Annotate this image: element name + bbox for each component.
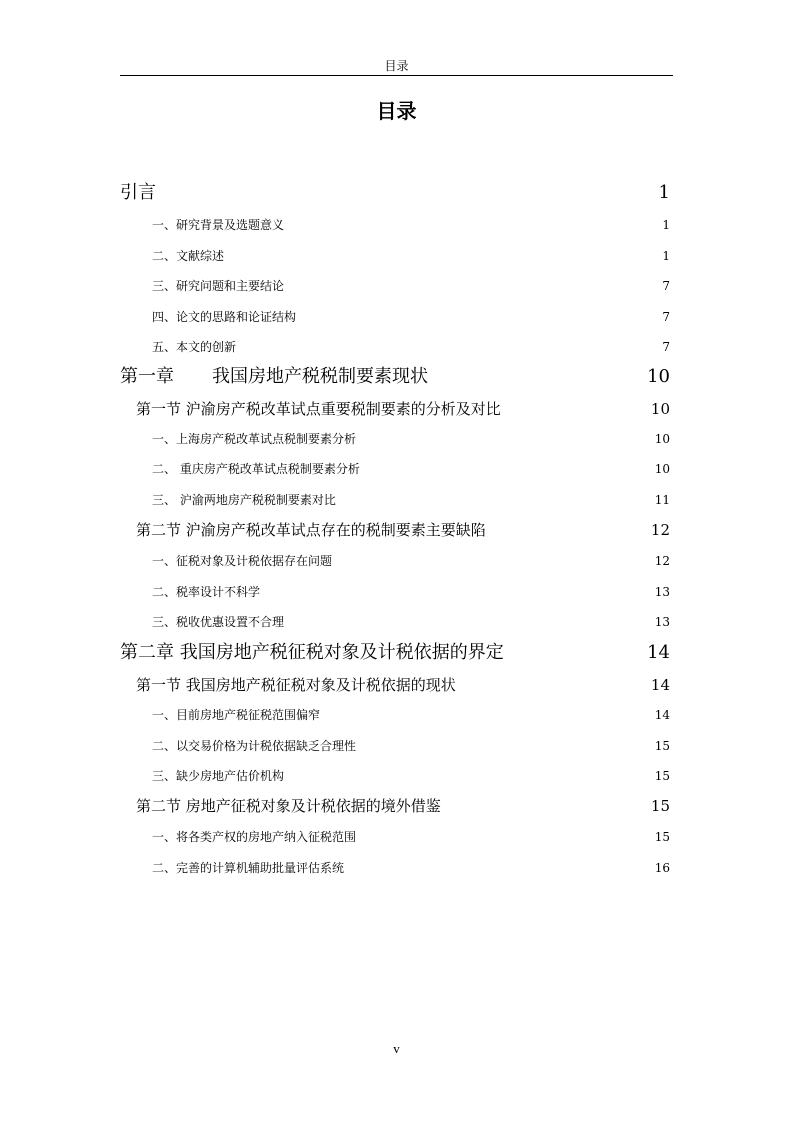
toc-entry-page: 15 xyxy=(650,797,670,815)
toc-entry-ch2-sec2[interactable] xyxy=(136,796,670,816)
page-number: v xyxy=(393,1041,400,1056)
toc-entry-page: 15 xyxy=(654,769,670,783)
toc-entry-ch2-sec1-3[interactable] xyxy=(152,767,670,785)
toc-entry-ch2-sec1-2[interactable] xyxy=(152,737,670,755)
toc-entry-ch1-sec2-3[interactable] xyxy=(152,613,670,631)
toc-entry-intro[interactable] xyxy=(120,181,670,205)
toc-entry-intro-5[interactable] xyxy=(152,338,670,356)
chapter-number: 第一章 xyxy=(120,366,174,387)
toc-entry-page: 10 xyxy=(647,366,670,387)
toc-entry-page: 10 xyxy=(650,400,670,418)
toc-entry-page: 13 xyxy=(654,615,670,629)
toc-entry-ch1-sec1-2[interactable] xyxy=(152,460,670,478)
toc-entry-page: 13 xyxy=(654,585,670,599)
toc-entry-label: 一、研究背景及选题意义 xyxy=(152,218,285,232)
toc-entry-label: 一、将各类产权的房地产纳入征税范围 xyxy=(152,830,357,844)
toc-entry-label xyxy=(120,365,428,389)
toc-entry-page: 1 xyxy=(658,182,670,203)
toc-entry-label: 一、上海房产税改革试点税制要素分析 xyxy=(152,432,357,446)
toc-entry-page: 12 xyxy=(650,521,670,539)
toc-entry-page: 16 xyxy=(654,861,670,875)
toc-entry-page: 14 xyxy=(650,676,670,694)
toc-entry-page: 7 xyxy=(662,279,670,293)
toc-entry-label: 四、论文的思路和论证结构 xyxy=(152,310,297,324)
chapter-title: 我国房地产税税制要素现状 xyxy=(212,366,428,387)
toc-entry-page: 15 xyxy=(654,739,670,753)
toc-entry-label: 一、目前房地产税征税范围偏窄 xyxy=(152,708,321,722)
toc-entry-page: 10 xyxy=(654,432,670,446)
toc-entry-ch1-sec2-2[interactable] xyxy=(152,583,670,601)
toc-entry-page: 11 xyxy=(654,493,670,507)
toc-entry-label: 二、完善的计算机辅助批量评估系统 xyxy=(152,861,345,875)
toc-entry-page: 15 xyxy=(654,830,670,844)
toc-entry-label: 一、征税对象及计税依据存在问题 xyxy=(152,554,333,568)
toc-entry-intro-1[interactable] xyxy=(152,216,670,234)
running-header: 目录 xyxy=(384,59,409,73)
toc-entry-label: 三、税收优惠设置不合理 xyxy=(152,615,285,629)
toc-entry-page: 7 xyxy=(662,310,670,324)
toc-entry-page: 7 xyxy=(662,340,670,354)
toc-entry-ch2-sec1[interactable] xyxy=(136,675,670,695)
toc-entry-label: 三、研究问题和主要结论 xyxy=(152,279,285,293)
toc-entry-label: 第二节 房地产征税对象及计税依据的境外借鉴 xyxy=(136,797,441,815)
toc-entry-label: 二、以交易价格为计税依据缺乏合理性 xyxy=(152,739,357,753)
toc-entry-intro-4[interactable] xyxy=(152,308,670,326)
toc-entry-page: 1 xyxy=(662,218,670,232)
toc-entry-page: 1 xyxy=(662,249,670,263)
toc-entry-page: 14 xyxy=(654,708,670,722)
toc-entry-ch2-sec1-1[interactable] xyxy=(152,706,670,724)
toc-entry-ch1-sec1[interactable] xyxy=(136,399,670,419)
toc-entry-intro-3[interactable] xyxy=(152,277,670,295)
toc-entry-chapter-2[interactable] xyxy=(120,641,670,665)
toc-entry-page: 12 xyxy=(654,554,670,568)
toc-entry-label: 二、文献综述 xyxy=(152,249,225,263)
toc-entry-ch2-sec2-1[interactable] xyxy=(152,828,670,846)
toc-entry-label: 第一节 我国房地产税征税对象及计税依据的现状 xyxy=(136,676,456,694)
toc-entry-page: 14 xyxy=(647,642,670,663)
toc-entry-ch1-sec2-1[interactable] xyxy=(152,552,670,570)
toc-entry-label: 第一节 沪渝房产税改革试点重要税制要素的分析及对比 xyxy=(136,400,501,418)
toc-entry-ch1-sec2[interactable] xyxy=(136,520,670,540)
toc-entry-label: 三、 沪渝两地房产税税制要素对比 xyxy=(152,493,336,507)
toc-entry-page: 10 xyxy=(654,462,670,476)
toc-entry-ch1-sec1-1[interactable] xyxy=(152,430,670,448)
page-title: 目录 xyxy=(376,99,417,123)
toc-entry-label: 五、本文的创新 xyxy=(152,340,237,354)
toc-entry-ch1-sec1-3[interactable] xyxy=(152,491,670,509)
toc-entry-label: 引言 xyxy=(120,182,156,203)
toc-entry-intro-2[interactable] xyxy=(152,247,670,265)
toc-entry-label: 第二章 我国房地产税征税对象及计税依据的界定 xyxy=(120,642,504,663)
toc-entry-chapter-1[interactable] xyxy=(120,365,670,389)
toc-entry-label: 二、 重庆房产税改革试点税制要素分析 xyxy=(152,462,360,476)
toc-entry-label: 三、缺少房地产估价机构 xyxy=(152,769,285,783)
toc-entry-ch2-sec2-2[interactable] xyxy=(152,859,670,877)
toc-entry-label: 第二节 沪渝房产税改革试点存在的税制要素主要缺陷 xyxy=(136,521,486,539)
toc-entry-label: 二、税率设计不科学 xyxy=(152,585,261,599)
